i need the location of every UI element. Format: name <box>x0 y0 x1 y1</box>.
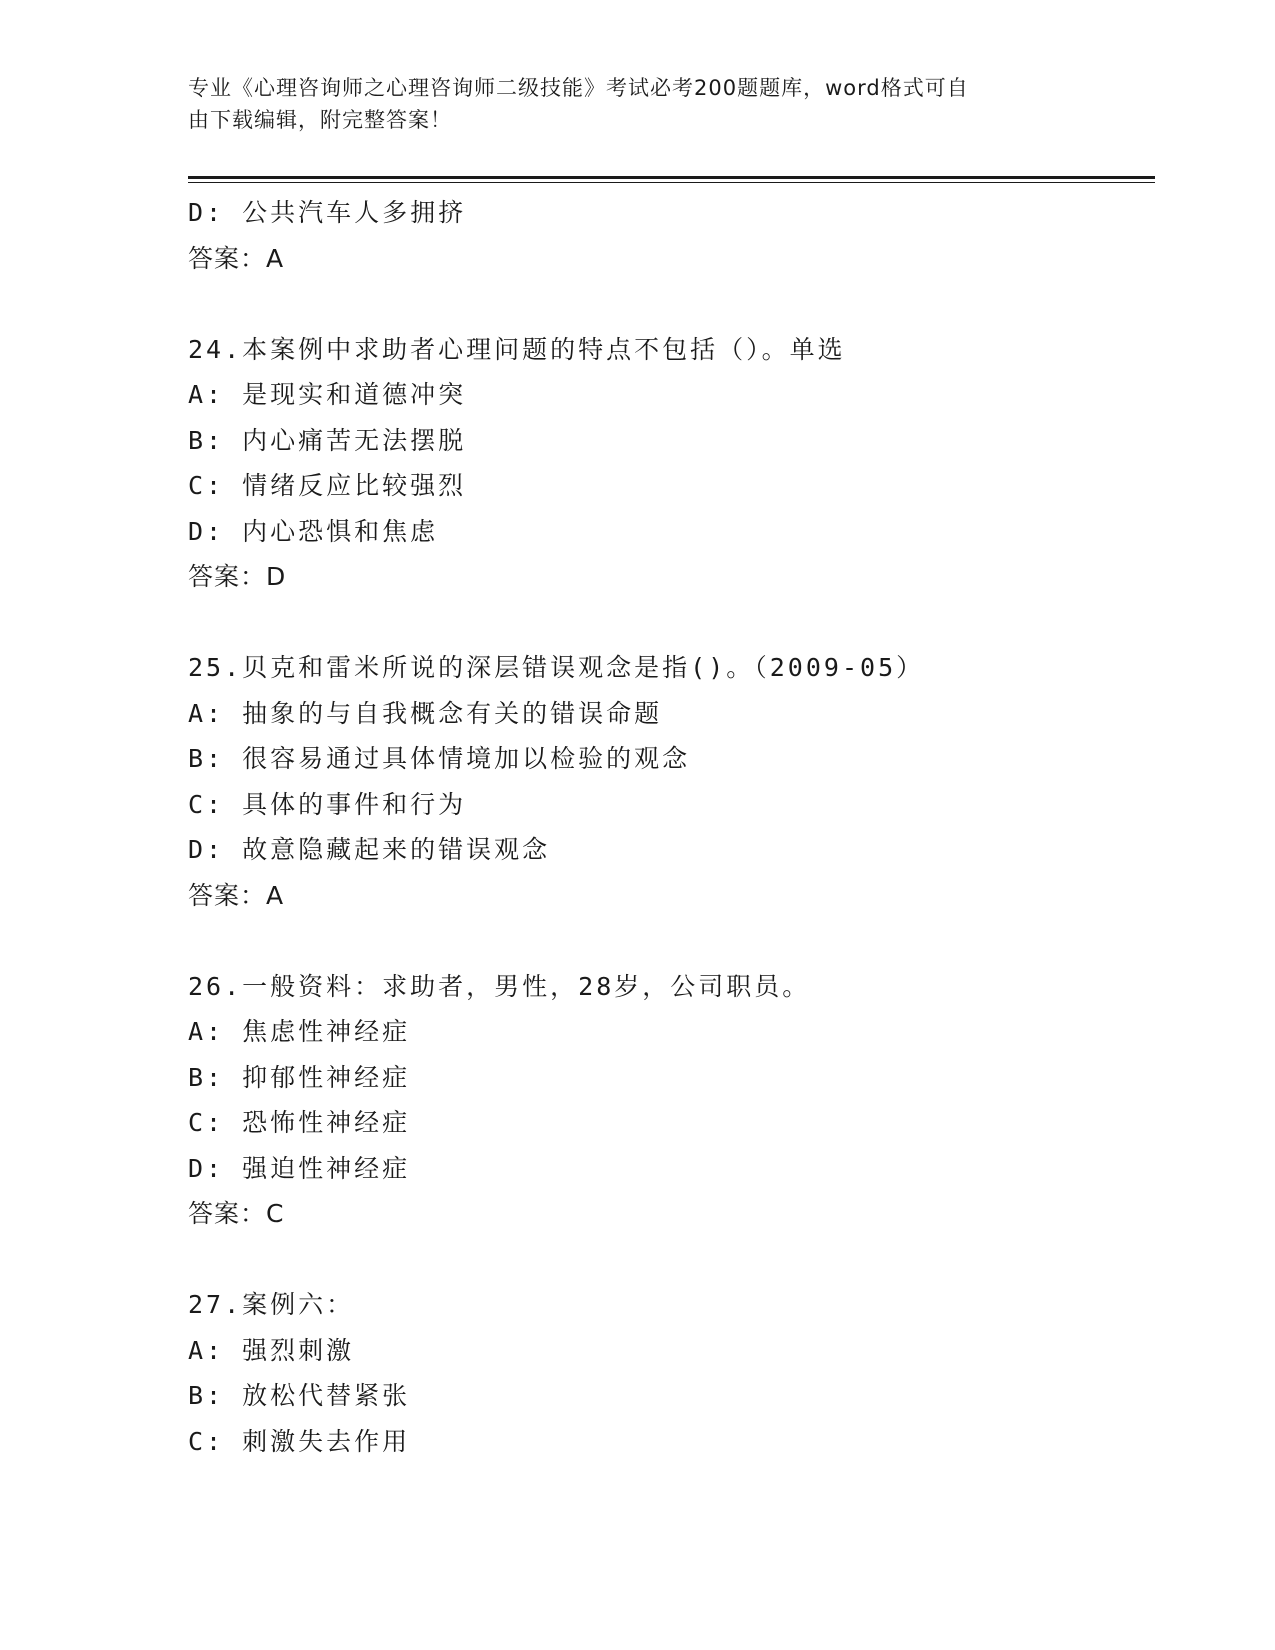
question-block <box>188 964 1158 1237</box>
question-stem: 24.本案例中求助者心理问题的特点不包括（）。单选 <box>188 334 846 364</box>
option-b: B: 很容易通过具体情境加以检验的观念 <box>188 744 691 773</box>
answer-line: 答案：A <box>188 880 285 910</box>
question-list <box>188 190 1158 1464</box>
answer-line: 答案：D <box>188 562 287 591</box>
answer-line: 答案：A <box>188 243 285 273</box>
question-block <box>188 327 1158 600</box>
option-a: A: 焦虑性神经症 <box>188 1017 411 1046</box>
option-a: A: 抽象的与自我概念有关的错误命题 <box>188 698 663 728</box>
option-b: B: 放松代替紧张 <box>188 1381 411 1410</box>
header-line-2: 由下载编辑，附完整答案！ <box>188 108 452 132</box>
option-c: C: 具体的事件和行为 <box>188 789 467 819</box>
option-c: C: 恐怖性神经症 <box>188 1108 411 1137</box>
answer-line: 答案：C <box>188 1199 285 1228</box>
question-block <box>188 1282 1158 1464</box>
option-d: D: 强迫性神经症 <box>188 1153 411 1183</box>
option-d: D: 公共汽车人多拥挤 <box>188 198 467 227</box>
option-c: C: 刺激失去作用 <box>188 1426 411 1456</box>
header-line-1: 专业《心理咨询师之心理咨询师二级技能》考试必考200题题库，word格式可自 <box>188 76 969 100</box>
question-stem: 26.一般资料：求助者，男性，28岁，公司职员。 <box>188 971 811 1001</box>
question-stem: 27.案例六： <box>188 1290 355 1319</box>
option-d: D: 内心恐惧和焦虑 <box>188 516 439 546</box>
header-divider-thick <box>188 176 1155 179</box>
question-block <box>188 645 1158 918</box>
option-d: D: 故意隐藏起来的错误观念 <box>188 835 551 864</box>
option-b: B: 内心痛苦无法摆脱 <box>188 425 467 455</box>
option-c: C: 情绪反应比较强烈 <box>188 471 467 500</box>
question-stem: 25.贝克和雷米所说的深层错误观念是指()。（2009-05） <box>188 653 925 682</box>
document-header <box>188 72 1068 136</box>
option-a: A: 强烈刺激 <box>188 1335 355 1365</box>
option-b: B: 抑郁性神经症 <box>188 1062 411 1092</box>
option-a: A: 是现实和道德冲突 <box>188 380 467 409</box>
header-divider-thin <box>188 182 1155 183</box>
